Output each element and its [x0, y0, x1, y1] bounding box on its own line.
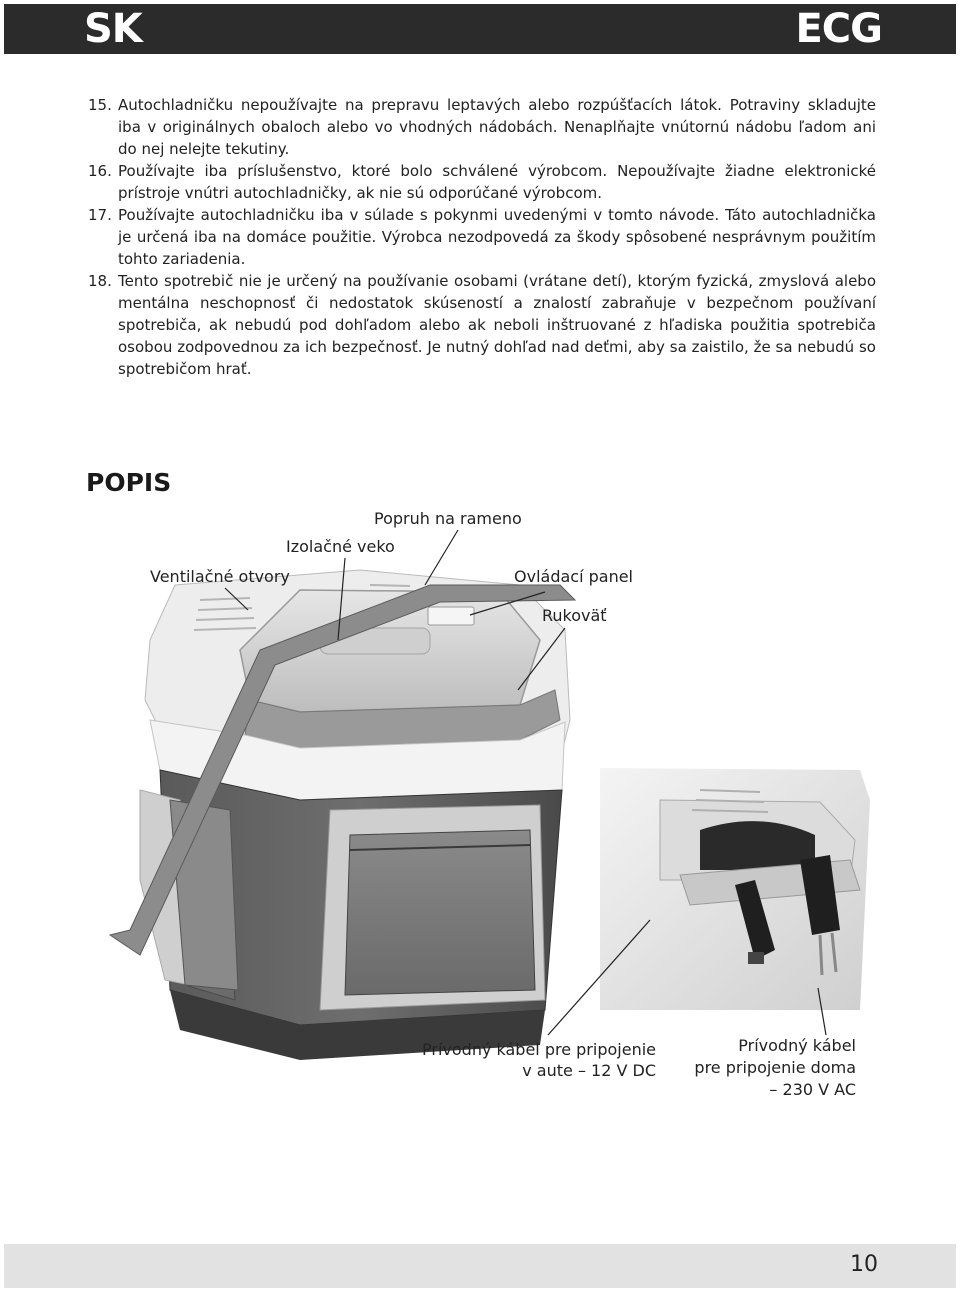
label-car-cable-line2: v aute – 12 V DC — [522, 1061, 656, 1080]
label-home-cable-line2: pre pripojenie doma — [694, 1058, 856, 1077]
control-panel-plate — [428, 607, 474, 625]
item-text: Autochladničku nepoužívajte na prepravu leptavých alebo rozpúšťacích látok. Potraviny skladujte iba v originálnych obaloch alebo vo vhodných nádobách. Nenaplňajte vnútornú nádobu ľadom ani do nej nelejte tekutiny. — [118, 96, 876, 158]
item-text: Tento spotrebič nie je určený na používanie osobami (vrátane detí), ktorým fyzická, zmyslová alebo mentálna neschopnosť či nedostatok skúseností a znalostí zabraňuje v bezpečnom používaní spotrebiča, ak nebudú pod dohľadom alebo ak neboli inštruované z hľadiska použitia spotrebiča osobou zodpovednou za ich bezpečnosť. Je nutný dohľad nad deťmi, aby sa zaistilo, že sa nebudú so spotrebičom hrať. — [118, 272, 876, 378]
item-text: Používajte iba príslušenstvo, ktoré bolo schválené výrobcom. Nepoužívajte žiadne elektronické prístroje vnútri autochladničky, ak nie sú odporúčané výrobcom. — [118, 162, 876, 202]
brand-logo: ECG — [795, 6, 882, 52]
label-vents: Ventilačné otvory — [150, 567, 290, 586]
label-insulated-lid: Izolačné veko — [286, 537, 395, 556]
label-car-cable-line1: Prívodný kábel pre pripojenie — [422, 1040, 656, 1059]
page-number: 10 — [850, 1252, 878, 1277]
cable-compartment — [700, 821, 815, 870]
label-handle: Rukoväť — [542, 606, 607, 625]
label-home-cable-line3: – 230 V AC — [769, 1080, 856, 1099]
item-text: Používajte autochladničku iba v súlade s pokynmi uvedenými v tomto návode. Táto autochladnička je určená iba na domáce použitie. Výrobca nezodpovedá za škody spôsobené nesprávnym použitím tohto zariadenia. — [118, 206, 876, 268]
language-code: SK — [84, 6, 142, 52]
section-title: POPIS — [86, 468, 172, 497]
footer-bar — [4, 1244, 956, 1288]
item-number: 15. — [88, 96, 112, 114]
label-home-cable-line1: Prívodný kábel — [738, 1036, 856, 1055]
item-number: 17. — [88, 206, 112, 224]
item-number: 18. — [88, 272, 112, 290]
item-number: 16. — [88, 162, 112, 180]
label-shoulder-strap: Popruh na rameno — [374, 509, 522, 528]
label-control-panel: Ovládací panel — [514, 567, 633, 586]
